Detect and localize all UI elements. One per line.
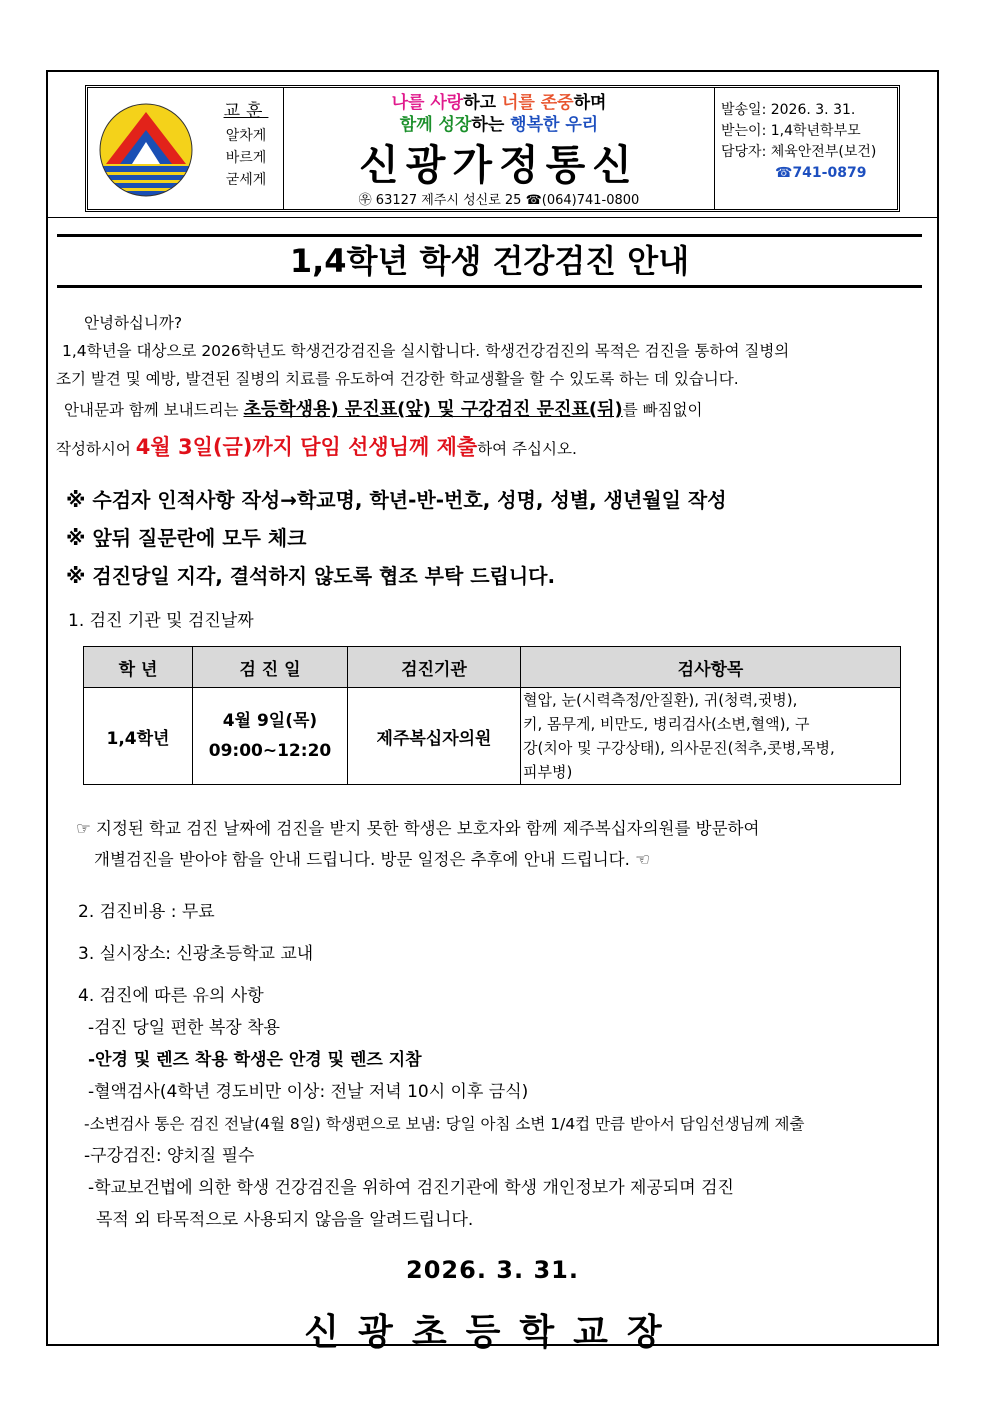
issue-date: 발송일: 2026. 3. 31. bbox=[721, 102, 856, 118]
slogan-text: 너를 존중 bbox=[501, 93, 574, 113]
section-heading: 4. 검진에 따른 유의 사항 bbox=[78, 986, 264, 1006]
notice-title: 1,4학년 학생 건강검진 안내 bbox=[57, 234, 922, 288]
institution-cell: 제주복십자의원 bbox=[348, 688, 521, 785]
intro-line bbox=[64, 399, 702, 421]
motto-line: 알차게 bbox=[225, 128, 267, 144]
intro-line bbox=[56, 436, 577, 460]
intro-text: 안내문과 함께 보내드리는 bbox=[64, 401, 244, 419]
questionnaire-name: 초등학생용) 문진표(앞) 및 구강검진 문진표(뒤) bbox=[243, 399, 623, 420]
slogan-text: 함께 성장 bbox=[399, 115, 472, 135]
precaution-item: 목적 외 타목적으로 사용되지 않음을 알려드립니다. bbox=[96, 1210, 474, 1230]
table-header-row bbox=[84, 647, 901, 688]
grade-cell: 1,4학년 bbox=[84, 688, 193, 785]
precaution-item: -구강검진: 양치질 필수 bbox=[84, 1146, 255, 1166]
makeup-notice: 개별검진을 받아야 함을 안내 드립니다. 방문 일정은 추후에 안내 드립니다. ☜ bbox=[94, 850, 650, 869]
exam-table bbox=[83, 646, 901, 785]
exam-item-line: 키, 몸무게, 비만도, 병리검사(소변,혈액), 구 bbox=[523, 715, 810, 733]
newsletter-frame bbox=[46, 70, 939, 1353]
section-heading: 1. 검진 기관 및 검진날짜 bbox=[68, 611, 254, 631]
issue-info bbox=[715, 88, 897, 209]
slogan-text: 하고 bbox=[463, 93, 502, 113]
table-row bbox=[84, 688, 901, 785]
principal-signature: 신광초등학교장 bbox=[304, 1312, 681, 1353]
recipient: 받는이: 1,4학년학부모 bbox=[721, 123, 861, 139]
masthead-cell bbox=[284, 88, 715, 209]
exam-items-cell bbox=[521, 688, 901, 785]
precaution-item: -소변검사 통은 검진 전날(4월 8일) 학생편으로 보냄: 당일 아침 소변 1/4컵 만큼 받아서 담임선생님께 제출 bbox=[84, 1115, 805, 1133]
slogan-line-1 bbox=[284, 92, 714, 114]
exam-item-line: 혈압, 눈(시력측정/안질환), 귀(청력,귓병), bbox=[523, 691, 798, 709]
motto-title: 교훈 bbox=[223, 101, 269, 121]
greeting: 안녕하십니까? bbox=[84, 314, 183, 332]
makeup-notice: ☞ 지정된 학교 검진 날짜에 검진을 받지 못한 학생은 보호자와 함께 제주복십자의원를 방문하여 bbox=[76, 819, 760, 838]
exam-date-cell bbox=[193, 688, 348, 785]
school-motto bbox=[216, 100, 276, 191]
slogan-text: 행복한 우리 bbox=[510, 115, 599, 135]
school-address: ㉾ 63127 제주시 성신로 25 ☎(064)741-0800 bbox=[358, 193, 640, 208]
intro-text: 작성하시어 bbox=[56, 440, 136, 458]
intro-text: 를 빠짐없이 bbox=[622, 401, 703, 419]
exam-cost: 2. 검진비용 : 무료 bbox=[78, 902, 215, 922]
intro-line: 1,4학년을 대상으로 2026학년도 학생건강검진을 실시합니다. 학생건강검진의 목적은 검진을 통하여 질병의 bbox=[62, 342, 790, 360]
column-header: 검사항목 bbox=[521, 647, 901, 688]
masthead-title: 신광가정통신 bbox=[359, 142, 639, 188]
intro-text: 하여 주십시오. bbox=[477, 440, 577, 458]
note-item: ※ 수검자 인적사항 작성→학교명, 학년-반-번호, 성명, 성별, 생년월일 작성 bbox=[66, 488, 727, 512]
contact-person: 담당자: 체육안전부(보건) bbox=[721, 144, 877, 160]
exam-time: 09:00~12:20 bbox=[208, 741, 332, 761]
precaution-item: -안경 및 렌즈 착용 학생은 안경 및 렌즈 지참 bbox=[88, 1050, 422, 1070]
exam-location: 3. 실시장소: 신광초등학교 교내 bbox=[78, 944, 314, 964]
school-logo-icon bbox=[98, 102, 194, 198]
slogan-text: 하는 bbox=[471, 115, 511, 135]
exam-item-line: 피부병) bbox=[523, 763, 573, 781]
submission-deadline: 4월 3일(금)까지 담임 선생님께 제출 bbox=[135, 435, 478, 459]
intro-line: 조기 발견 및 예방, 발견된 질병의 치료를 유도하여 건강한 학교생활을 할 수 있도록 하는 데 있습니다. bbox=[56, 370, 739, 388]
note-item: ※ 앞뒤 질문란에 모두 체크 bbox=[66, 526, 307, 550]
column-header: 학 년 bbox=[84, 647, 193, 688]
header-divider bbox=[48, 217, 937, 218]
motto-line: 바르게 bbox=[225, 150, 267, 166]
column-header: 검 진 일 bbox=[193, 647, 348, 688]
issue-date-footer: 2026. 3. 31. bbox=[406, 1256, 579, 1284]
logo-cell bbox=[88, 88, 284, 209]
precaution-item: -혈액검사(4학년 경도비만 이상: 전날 저녁 10시 이후 금식) bbox=[88, 1082, 529, 1102]
slogan-text: 하며 bbox=[573, 93, 607, 113]
slogan-text: 나를 사랑 bbox=[391, 93, 464, 113]
contact-phone: ☎741-0879 bbox=[775, 165, 867, 181]
newsletter-header bbox=[85, 85, 900, 212]
slogan-line-2 bbox=[284, 114, 714, 136]
exam-date: 4월 9일(목) bbox=[222, 711, 318, 731]
precaution-item: -학교보건법에 의한 학생 건강검진을 위하여 검진기관에 학생 개인정보가 제공되며 검진 bbox=[88, 1178, 734, 1198]
precaution-item: -검진 당일 편한 복장 착용 bbox=[88, 1018, 280, 1038]
motto-line: 굳세게 bbox=[225, 172, 267, 188]
note-item: ※ 검진당일 지각, 결석하지 않도록 협조 부탁 드립니다. bbox=[66, 564, 556, 588]
column-header: 검진기관 bbox=[348, 647, 521, 688]
exam-item-line: 강(치아 및 구강상태), 의사문진(척추,콧병,목병, bbox=[523, 739, 835, 757]
